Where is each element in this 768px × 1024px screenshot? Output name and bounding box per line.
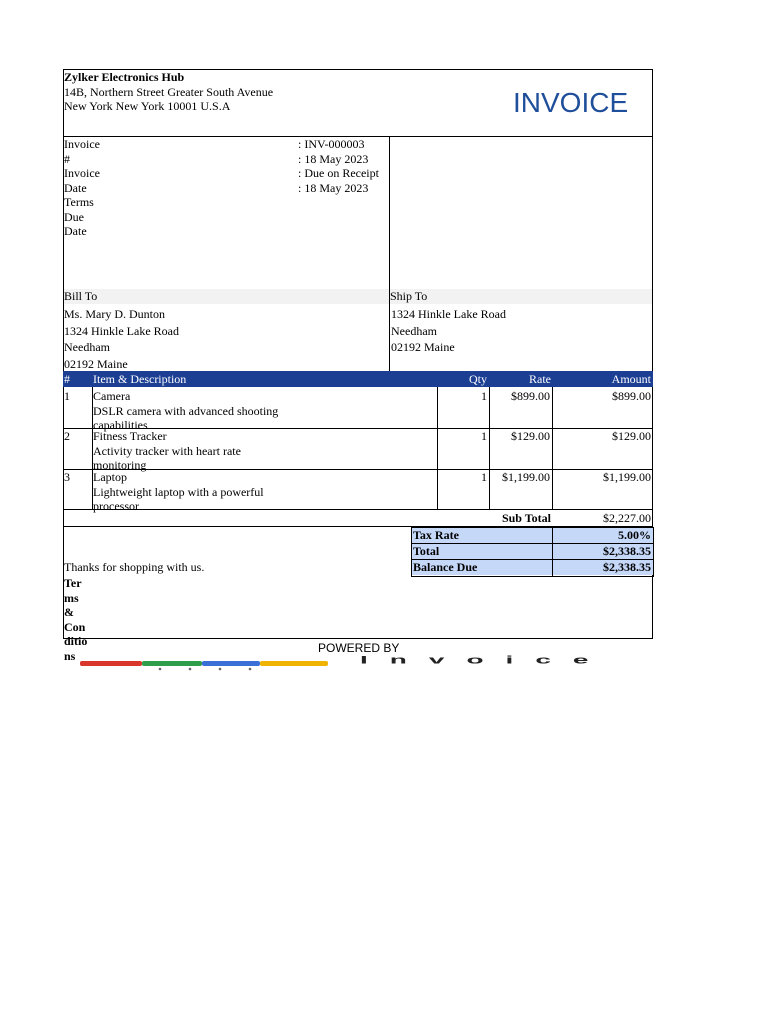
bill-to-line: Needham [64,340,110,354]
column-header-number: # [64,372,70,386]
company-name: Zylker Electronics Hub [64,70,185,84]
ship-to-heading: Ship To [390,289,652,304]
thanks-note: Thanks for shopping with us. [64,560,205,574]
meta-label-invoice-number: Invoice# [64,137,100,166]
row-rate: $1,199.00 [502,470,550,484]
balance-due-label: Balance Due [413,560,478,574]
company-address-line2: New York New York 10001 U.S.A [64,99,231,113]
bill-to-line: Ms. Mary D. Dunton [64,307,165,321]
tax-rate-label: Tax Rate [413,528,459,542]
ship-to-line: 02192 Maine [391,340,455,354]
table-row [63,429,653,472]
row-number: 3 [64,470,70,484]
meta-value-terms: : Due on Receipt [298,166,379,180]
company-address-line1: 14B, Northern Street Greater South Avenue [64,84,274,99]
item-description: DSLR camera with advanced shooting capabilities [93,403,279,432]
bill-to-line: 02192 Maine [64,356,128,371]
invoice-title: INVOICE [513,87,629,118]
totals-block [411,527,653,576]
sub-total-value: $2,227.00 [603,511,651,525]
row-amount: $1,199.00 [603,470,651,484]
meta-value-invoice-number: : INV-000003 [298,137,365,151]
column-header-item: Item & Description [93,372,187,386]
brand-logo [80,657,330,671]
row-rate: $899.00 [511,389,550,403]
row-rate: $129.00 [511,429,550,443]
bill-to-line: 1324 Hinkle Lake Road [64,323,179,338]
column-header-qty: Qty [469,372,487,386]
row-qty: 1 [481,389,487,403]
powered-by-label: POWERED BY [318,641,400,655]
logo-graphic [80,657,330,671]
row-item [93,470,293,514]
item-description: Activity tracker with heart rate monitoring [93,443,241,472]
company-block [64,70,384,114]
table-row [63,470,653,513]
row-amount: $129.00 [612,429,651,443]
row-amount: $899.00 [612,389,651,403]
total-label: Total [413,544,440,558]
row-qty: 1 [481,429,487,443]
table-row [63,387,653,432]
meta-value-due-date: : 18 May 2023 [298,180,369,195]
ship-to-address [391,306,506,356]
invoice-meta-values [298,137,390,195]
ship-to-line: Needham [391,323,437,338]
invoice-meta-labels [64,137,100,239]
column-header-rate: Rate [529,372,551,386]
meta-label-due-date: Due Date [64,209,87,238]
item-description: Lightweight laptop with a powerful processor [93,484,264,513]
balance-due-value: $2,338.35 [603,560,651,574]
bill-to-address [64,306,179,372]
logo-wordmark-text: Invoice [360,654,611,667]
ship-to-line: 1324 Hinkle Lake Road [391,307,506,321]
item-name: Camera [93,389,131,403]
meta-label-invoice-date: Invoice Date [64,166,100,195]
row-item [93,389,293,433]
row-qty: 1 [481,470,487,484]
tax-rate-value: 5.00% [618,528,651,542]
meta-column-divider [389,136,390,371]
total-value: $2,338.35 [603,544,651,558]
terms-heading: Terms & Conditions [64,576,88,663]
meta-label-terms: Terms [64,195,94,209]
meta-value-invoice-date: : 18 May 2023 [298,151,369,166]
items-table-header [63,371,653,387]
totals-column-divider [552,527,553,576]
item-name: Fitness Tracker [93,429,167,443]
bill-to-heading: Bill To [64,289,389,304]
logo-wordmark [360,655,635,671]
row-number: 2 [64,429,70,443]
item-name: Laptop [93,470,127,484]
items-table-body [63,387,653,513]
row-number: 1 [64,389,70,403]
column-header-amount: Amount [611,372,651,386]
sub-total-label: Sub Total [501,511,551,525]
row-item [93,429,293,473]
